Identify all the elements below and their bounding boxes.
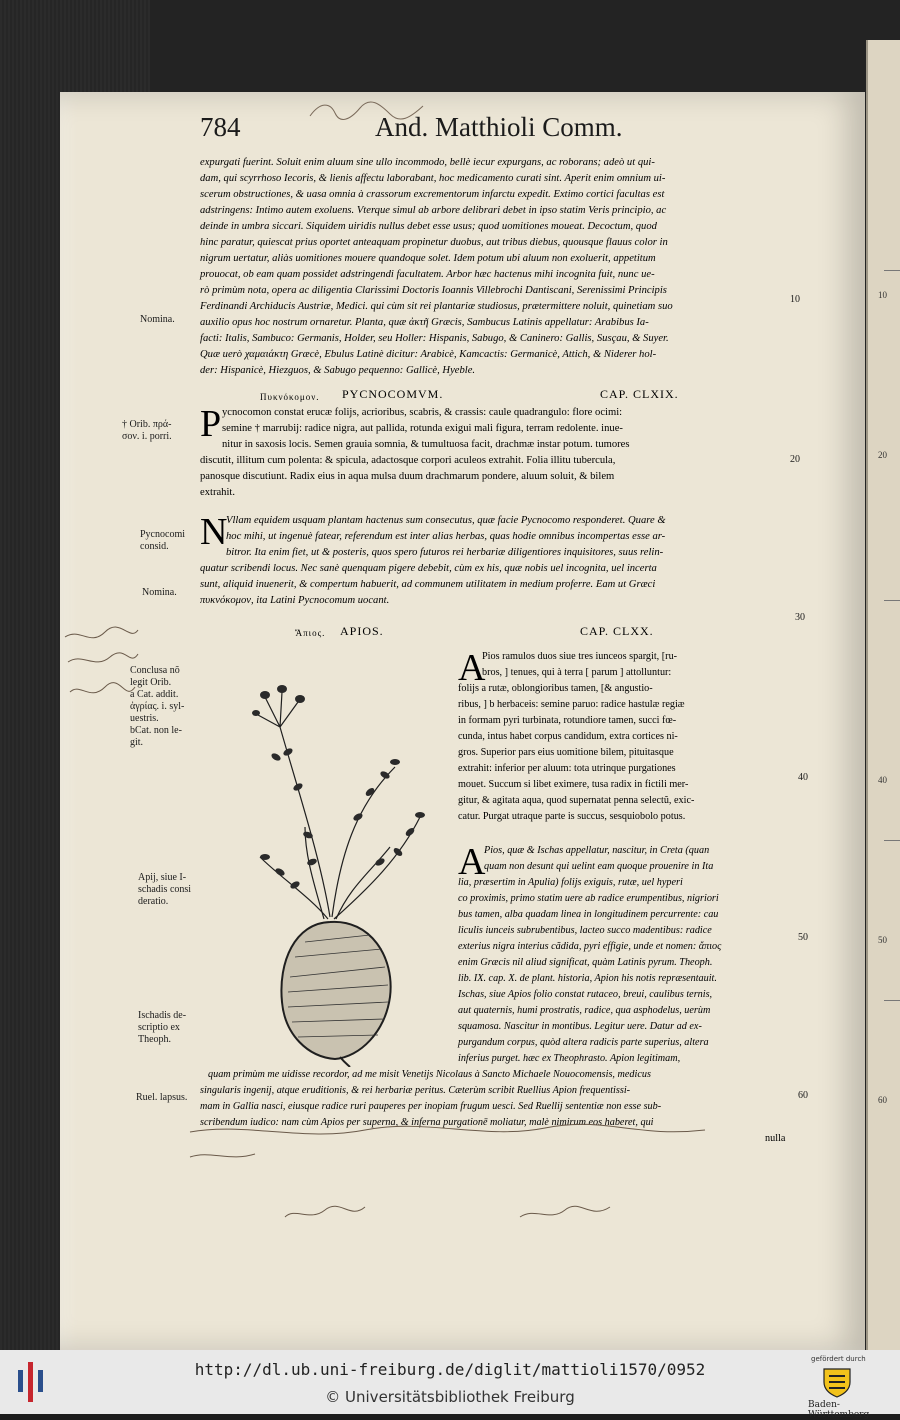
text-line: bus tamen, alba quadam linea in longitudinem percurrente: cau (458, 909, 719, 920)
adjacent-page-number: 10 (878, 290, 887, 300)
text-line: gitur, & agitata aqua, quod supernatat penna selectũ, exic- (458, 795, 695, 806)
text-line: extrahit: inferior per aluum: tota utrinque purgationes (458, 763, 676, 774)
text-line: bitror. Ita enim fiet, ut & posteris, quos spero futuros rei herbariæ diligentiores inquisitores, suus relin- (226, 547, 664, 558)
text-line: quatur scribendi locus. Nec sanè quenquam pigere debebit, cùm ex his, quæ nobis uel incognita, uel incerta (200, 563, 657, 574)
adjacent-page-number: 40 (878, 775, 887, 785)
text-line: semine † marrubij: radice nigra, aut pallida, rotunda exigui mali figura, terram redolente. inue- (222, 423, 623, 434)
text-line: quam non desunt qui uelint eam quoque prouenire in Ita (484, 861, 714, 872)
text-line: πυκνόκομον, ita Latini Pycnocomum uocant. (200, 595, 390, 606)
text-line: deinde in umbra siccari. Siquidem uiridis nullus debet esse usus; quod uomitiones moueat. Decoctum, quod (200, 221, 657, 232)
drop-capital: P (200, 403, 222, 445)
margin-note-orib: † Orib. πρά- σον. i. porri. (122, 419, 172, 442)
margin-note-pycnocomi: Pycnocomi consid. (140, 529, 185, 552)
margin-note-ischadis: Ischadis de- scriptio ex Theoph. (138, 1010, 187, 1045)
text-line: Quæ uerò χαμαιάκτη Græcè, Ebulus Latinè dicitur: Arabicè, Kamcactis: Germanicè, Attich, & Niderer hol- (200, 349, 657, 360)
adjacent-page-number: 20 (878, 450, 887, 460)
text-line: mam in Gallia nasci, eiusque radice ruri pauperes per inopiam frugum uesci. Sed Ruellij sententiæ non esse sub- (200, 1101, 662, 1112)
text-line: prouocat, ob eam quam possidet adstringendi facultatem. Arbor hæc hactenus mihi incognita fuit, nunc ue- (200, 269, 655, 280)
text-line: scribendum iudico: nam cùm Apios per superna, & inferna purgationē moliatur, malè nimirum eos haberet, qui (200, 1117, 654, 1128)
text-line: folijs a rutæ, oblongioribus tamen, [& angustio- (458, 683, 653, 694)
text-line: Pios ramulos duos siue tres iunceos spargit, [ru- (482, 651, 678, 662)
text-line: extrahit. (200, 487, 236, 498)
text-line: Ischas, siue Apios folio constat rutaceo, breui, caulibus ternis, (458, 989, 713, 1000)
adjacent-page-edge (866, 40, 900, 1350)
text-line: purgandum corpus, quòd altera radicis parte superius, altera (458, 1037, 709, 1048)
text-line: Pios, quæ & Ischas appellatur, nascitur, in Creta (quan (484, 845, 710, 856)
text-line: bros, ] tenues, qui à terra [ parum ] attolluntur: (482, 667, 672, 678)
text-line: co proximis, primo statim uere ab radice erumpentibus, nigriori (458, 893, 719, 904)
text-line: hoc mihi, ut ingenuè fatear, referendum est inter alias herbas, quas hodie omnibus incompertas esse ar- (226, 531, 666, 542)
handwritten-annotation (305, 98, 445, 124)
adjacent-page-number: 50 (878, 935, 887, 945)
text-line: panosque discutiunt. Radix eius in aqua mulsa duum drachmarum pondere, aluum soluit, & bilem (200, 471, 615, 482)
line-number: 60 (798, 1090, 808, 1101)
margin-note-apij: Apij, siue I- schadis consi deratio. (138, 872, 192, 907)
text-line: liculis iunceis subrubentibus, lacteo succo madentibus: radice (458, 925, 712, 936)
text-line: sunt, aliquid inuenerit, & compertum habuerit, ad communem utilitatem in medium proferre. Eam ut Græci (200, 579, 656, 590)
text-line: singularis ingenij, atque eruditionis, & rei herbariæ peritus. Cæterùm scribit Ruellius Apion frequentissi- (200, 1085, 631, 1096)
text-line: ribus, ] b herbaceis: semine paruo: radice hastulæ regiæ (458, 699, 685, 710)
text-line: Vllam equidem usquam plantam hactenus sum consecutus, quæ facie Pycnocomo responderet. Quare & (226, 515, 666, 526)
text-line: discutit, illitum cum polenta: & spicula, adactosque corpori aculeos extrahit. Folia illitu tubercula, (200, 455, 616, 466)
text-line: hinc paratur, quiescat prius oportet anteaquam propinetur duobus, aut tribus diebus, quousque flauus color in (200, 237, 668, 248)
text-line: quam primùm me uidisse recordor, ad me misit Venetijs Nicolaus à Sancto Michaele Nouocomensis, medicus (208, 1069, 651, 1080)
text-line: rò primùm nota, opera ac diligentia Clarissimi Doctoris Ioannis Villebrochi Dantiscani, Serenissimi Principis (200, 285, 667, 296)
text-line: in formam pyri turbinata, rotundiore tamen, succi fœ- (458, 715, 677, 726)
text-line: Ferdinandi Archiducis Austriæ, Medici. qui cùm sit rei plantariæ studiosus, prætermittere noluit, quinetiam suo (200, 301, 673, 312)
text-line: nitur in saxosis locis. Semen grauia somnia, & tumultuosa facit, drachmæ instar potum. tumores (222, 439, 630, 450)
line-number: 50 (798, 932, 808, 943)
apios-plant-woodcut (220, 657, 450, 1067)
viewer-footer (0, 1350, 900, 1420)
text-line: scerum obstructiones, & uasa omnia à crassorum excrementorum infarctu expedit. Extimo cortici facultas est (200, 189, 665, 200)
chapter-title: APIOS. (340, 624, 384, 638)
text-line: gros. Superior pars eius uomitione bilem, pituitasque (458, 747, 674, 758)
text-line: nigrum uertatur, aliàs uomitiones mouere quandoque solet. Idem potum ubi aluum non exoluerit, appetitum (200, 253, 656, 264)
copyright-notice: © Universitätsbibliothek Freiburg (325, 1388, 575, 1406)
line-number: 10 (790, 294, 800, 305)
catchword: nulla (765, 1133, 786, 1144)
handwritten-annotation (60, 622, 140, 742)
line-number: 20 (790, 454, 800, 465)
drop-capital: A (458, 647, 486, 689)
text-line: der: Hispanicè, Hiezguos, & Sabugo pequenno: Gallicè, Hyeble. (200, 365, 476, 376)
text-line: lia, præsertim in Apulia) folijs exiguis, rutæ, uel hyperi (458, 877, 683, 888)
adjacent-page-number: 60 (878, 1095, 887, 1105)
text-line: auxilio opus hoc nostrum ornaretur. Planta, quæ ἀκτῆ Græcis, Sambucus Latinis appellatur: Arabibus Ia- (200, 317, 649, 328)
book-page (60, 92, 865, 1350)
text-line: inferius purget. hæc ex Theophrasto. Apion legitimam, (458, 1053, 681, 1064)
permalink-url[interactable]: http://dl.ub.uni-freiburg.de/diglit/mattioli1570/0952 (194, 1360, 706, 1379)
margin-note-nomina-2: Nomina. (142, 587, 177, 598)
margin-note-nomina: Nomina. (140, 314, 175, 325)
text-line: expurgati fuerint. Soluit enim aluum sine ullo incommodo, bellè iecur expurgans, ac roborans; adeò ut qui- (200, 157, 655, 168)
text-line: catur. Purgat utraque parte is succus, sesquiobolo potus. (458, 811, 686, 822)
text-line: adstringens: Intimo autem exoluens. Vterque simul ab arbore delibrari debet in ipso statim Veris principio, ac (200, 205, 667, 216)
text-line: mouet. Succum si libet eximere, tusa radix in fictili mer- (458, 779, 689, 790)
line-number: 40 (798, 772, 808, 783)
margin-note-conclusa: Conclusa nõ legit Orib. a Cat. addit. ἀγρίας. i. syl- uestris. bCat. non le- git. (130, 665, 185, 748)
chapter-title: PYCNOCOMVM. (342, 387, 444, 401)
text-line: aut quaternis, humi prostratis, radice, qua asphodelus, uerùm (458, 1005, 711, 1016)
text-line: dam, qui scyrrhoso Iecoris, & lienis affectu laborabant, hoc medicamento curati sint. Aperit enim omnium ui- (200, 173, 666, 184)
text-line: squamosa. Nascitur in montibus. Legitur uere. Datur ad ex- (458, 1021, 702, 1032)
running-head (200, 112, 820, 152)
text-line: enim Græcis nil aliud significat, quàm Latinis pyrum. Theoph. (458, 957, 713, 968)
running-title: And. Matthioli Comm. (375, 112, 623, 142)
text-line: ycnocomon constat erucæ folijs, acrioribus, scabris, & crassis: caule quadrangulo: flore ocimi: (222, 407, 623, 418)
handwritten-annotation (185, 1122, 745, 1252)
chapter-greek-title: Ἄπιος. (295, 628, 326, 638)
coat-of-arms-icon (820, 1366, 854, 1398)
text-line: cunda, intus habet corpus candidum, extra cortices ni- (458, 731, 678, 742)
chapter-number: CAP. CLXX. (580, 624, 654, 638)
funder-name: Baden-Württemberg (808, 1400, 870, 1420)
text-line: lib. IX. cap. X. de plant. historia, Apion his notis repræsentauit. (458, 973, 717, 984)
drop-capital: N (200, 511, 228, 553)
text-line: exterius nigra interius cãdida, pyri effigie, unde et nomen: ἄπιος (458, 941, 722, 952)
folio-number: 784 (200, 112, 241, 142)
margin-note-ruel: Ruel. lapsus. (136, 1092, 188, 1103)
line-number: 30 (795, 612, 805, 623)
funded-by-label: gefördert durch (811, 1355, 866, 1363)
chapter-greek-title: Πυκνόκομον. (260, 392, 320, 402)
drop-capital: A (458, 841, 486, 883)
text-line: facti: Italis, Sambuco: Germanis, Holder, seu Holler: Hispanis, Sabugo, & Caninero: Gallis, Susçau, & Suyer. (200, 333, 669, 344)
chapter-number: CAP. CLXIX. (600, 387, 679, 401)
